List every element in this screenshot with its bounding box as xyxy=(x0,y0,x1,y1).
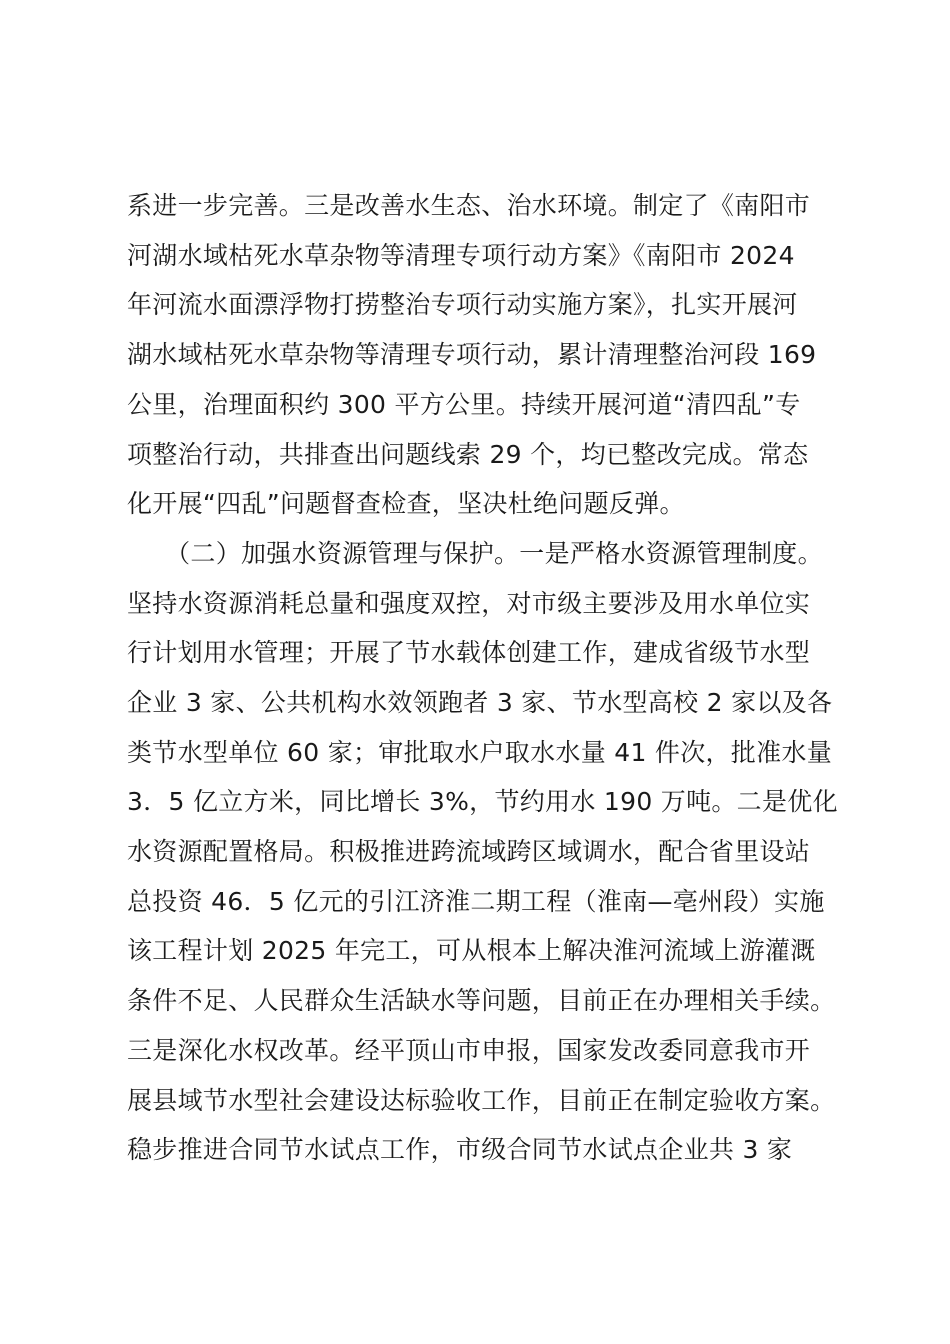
text-line-18: 三是深化水权改革。经平顶山市申报，国家发改委同意我市开 xyxy=(127,1036,811,1065)
text-line-2: 河湖水域枯死水草杂物等清理专项行动方案》《南阳市 2024 xyxy=(127,241,795,270)
text-line-10: 行计划用水管理；开展了节水载体创建工作，建成省级节水型 xyxy=(127,638,811,667)
text-line-6: 项整治行动，共排查出问题线索 29 个，均已整改完成。常态 xyxy=(127,440,809,469)
text-line-1: 系进一步完善。三是改善水生态、治水环境。制定了《南阳市 xyxy=(127,191,811,220)
text-line-12: 类节水型单位 60 家；审批取水户取水水量 41 件次，批准水量 xyxy=(127,738,833,767)
text-line-9: 坚持水资源消耗总量和强度双控，对市级主要涉及用水单位实 xyxy=(127,589,811,618)
text-line-15: 总投资 46．5 亿元的引江济淮二期工程（淮南—亳州段）实施 xyxy=(127,887,825,916)
text-line-7: 化开展“四乱”问题督查检查，坚决杜绝问题反弹。 xyxy=(127,489,685,518)
text-line-3: 年河流水面漂浮物打捞整治专项行动实施方案》，扎实开展河 xyxy=(127,290,798,319)
text-line-11: 企业 3 家、公共机构水效领跑者 3 家、节水型高校 2 家以及各 xyxy=(127,688,833,717)
text-line-8: （二）加强水资源管理与保护。一是严格水资源管理制度。 xyxy=(127,539,823,568)
text-line-16: 该工程计划 2025 年完工，可从根本上解决淮河流域上游灌溉 xyxy=(127,936,816,965)
text-line-4: 湖水域枯死水草杂物等清理专项行动，累计清理整治河段 169 xyxy=(127,340,817,369)
text-line-17: 条件不足、人民群众生活缺水等问题，目前正在办理相关手续。 xyxy=(127,986,836,1015)
text-line-19: 展县域节水型社会建设达标验收工作，目前正在制定验收方案。 xyxy=(127,1086,836,1115)
text-line-5: 公里，治理面积约 300 平方公里。持续开展河道“清四乱”专 xyxy=(127,390,801,419)
text-line-14: 水资源配置格局。积极推进跨流域跨区域调水，配合省里设站 xyxy=(127,837,811,866)
text-line-13: 3．5 亿立方米，同比增长 3%，节约用水 190 万吨。二是优化 xyxy=(127,787,838,816)
text-line-20: 稳步推进合同节水试点工作，市级合同节水试点企业共 3 家 xyxy=(127,1135,793,1164)
